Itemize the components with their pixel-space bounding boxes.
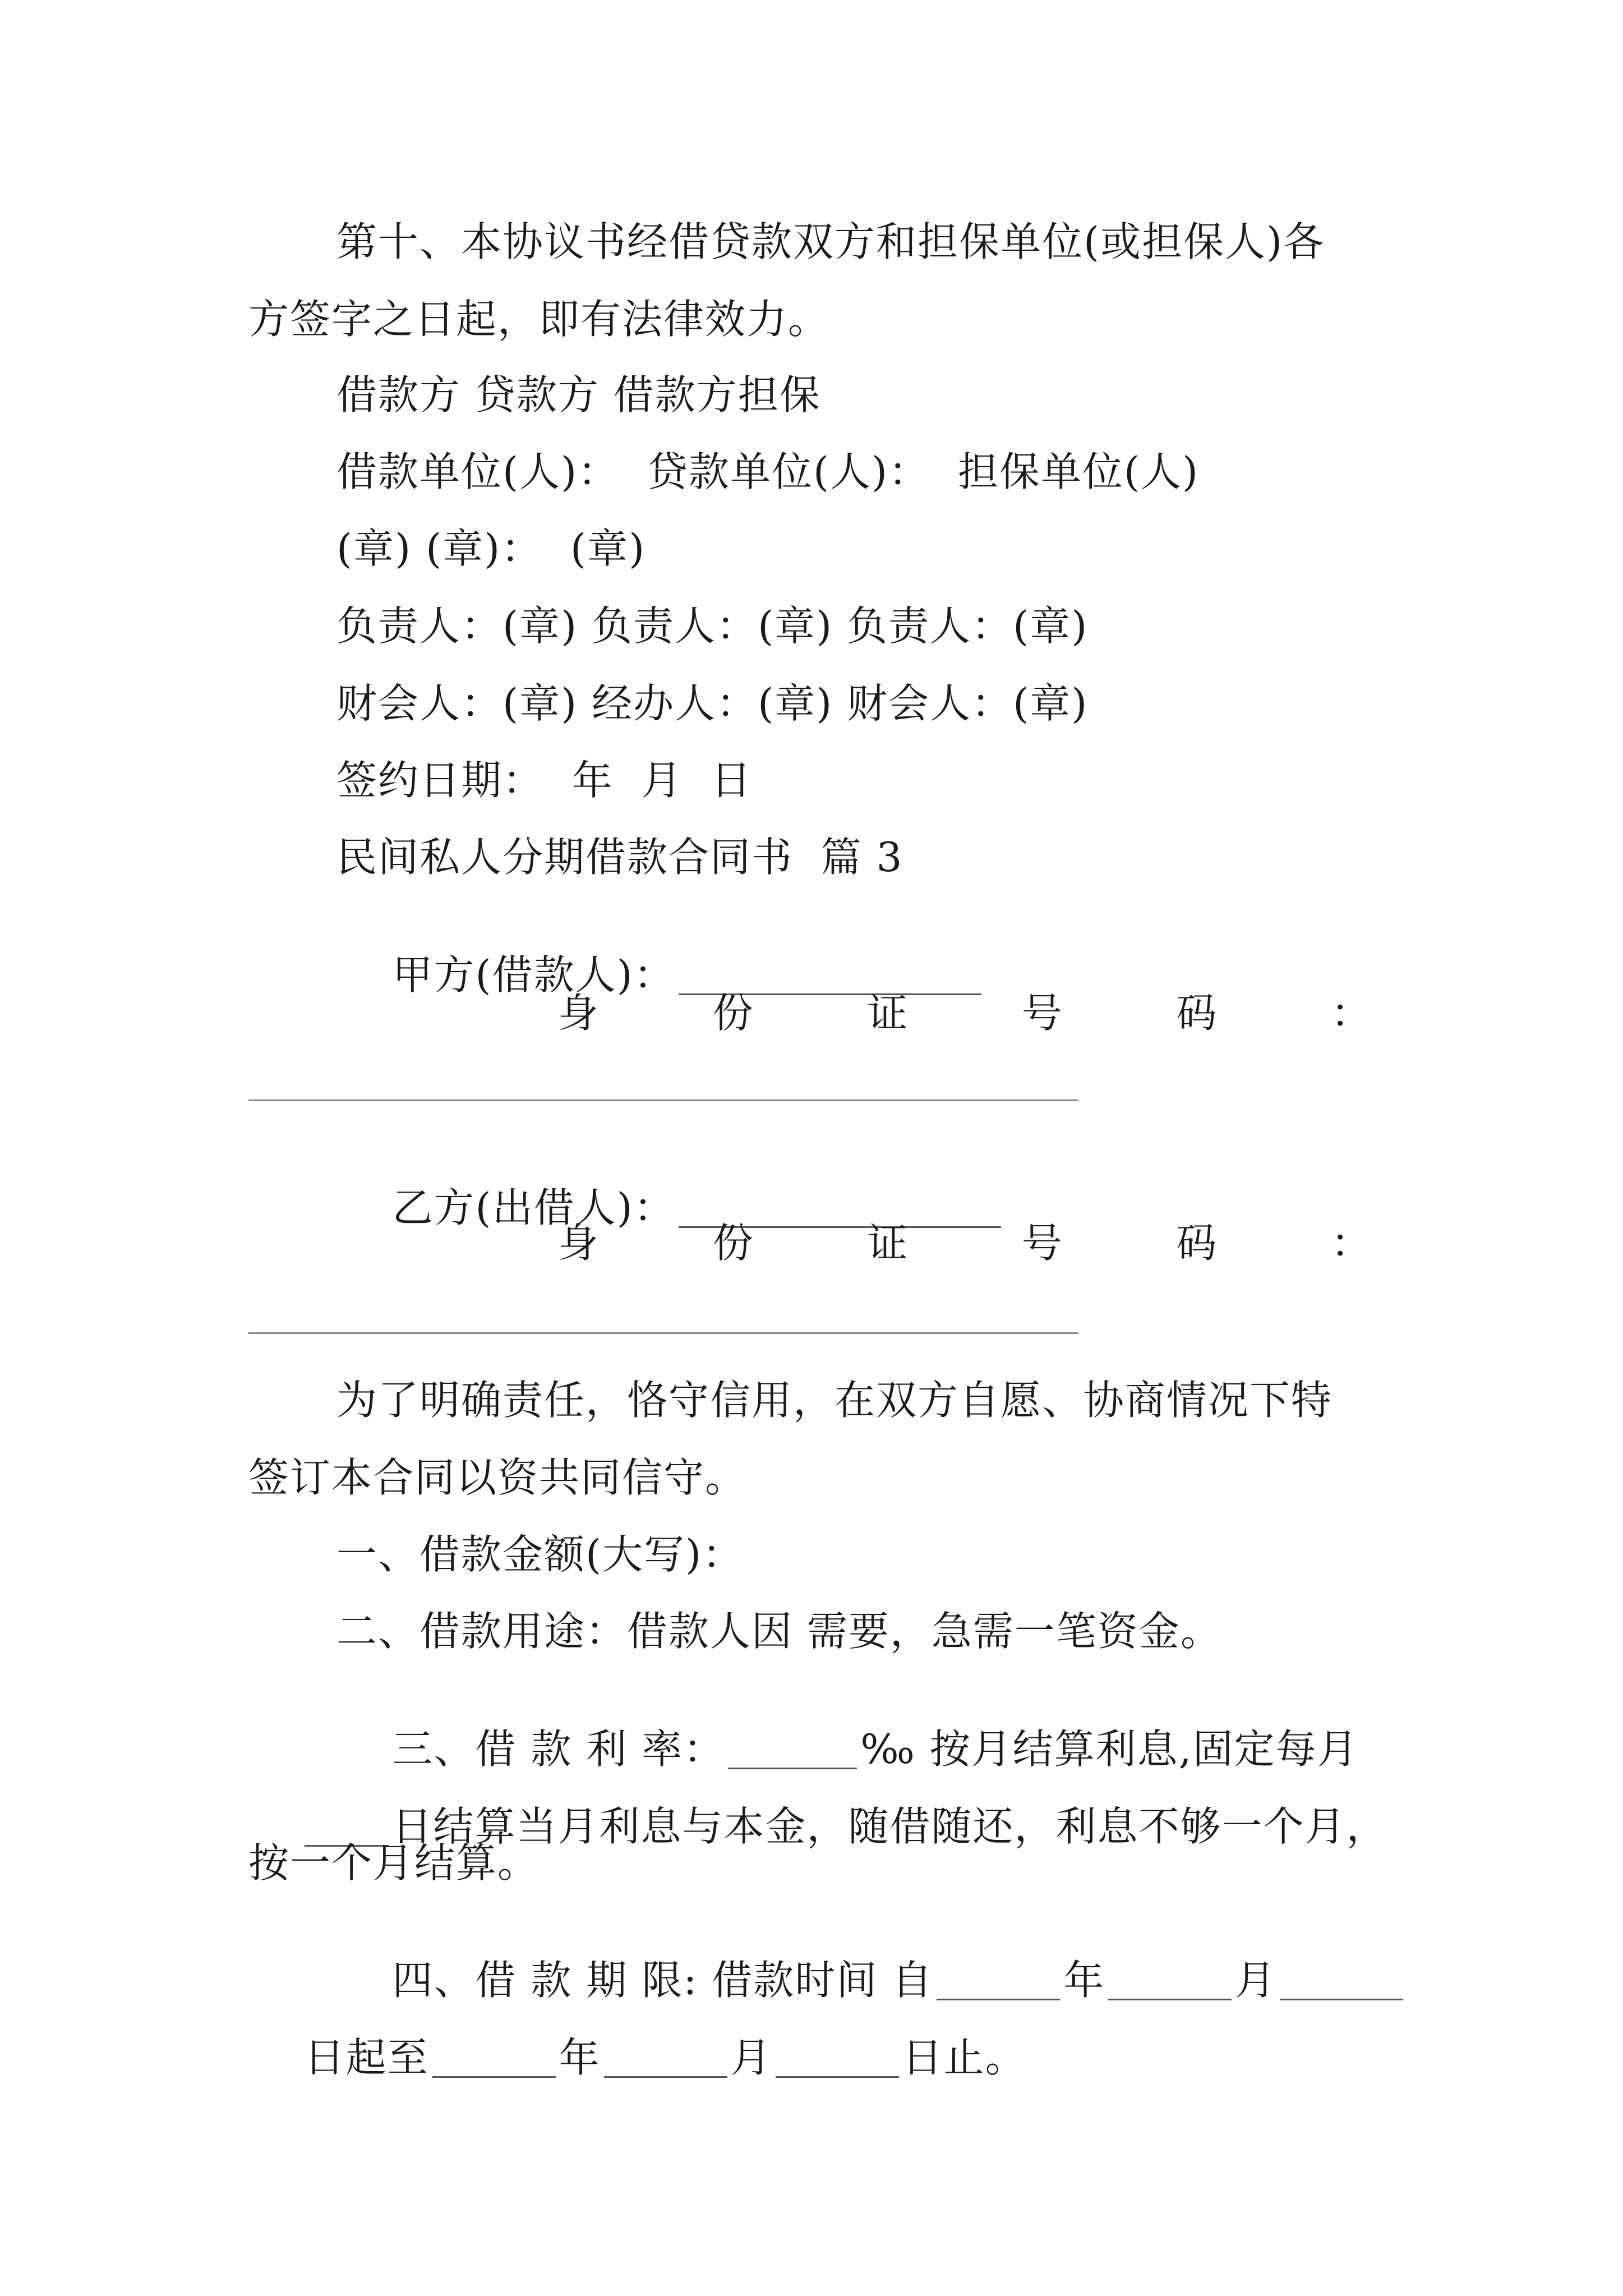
id-char: 证 <box>867 990 908 1037</box>
clause-10-line-1: 第十、本协议书经借贷款双方和担保单位(或担保人)各 <box>336 218 1325 265</box>
party-b-id-label <box>558 1220 1371 1267</box>
party-b-id-blank <box>248 1332 1078 1334</box>
id-char: 号 <box>1021 990 1062 1037</box>
party-a-id-label <box>558 990 1371 1037</box>
responsible-line: 负责人：(章) 负责人：(章) 负责人：(章) <box>336 602 1089 650</box>
item-3-suffix: ‰ 按月结算利息,固定每月 <box>860 1726 1359 1773</box>
purpose-line-1: 为了明确责任，恪守信用，在双方自愿、协商情况下特 <box>336 1377 1333 1424</box>
id-char: ： <box>1330 1220 1371 1267</box>
parties-header: 借款方 贷款方 借款方担保 <box>336 371 821 418</box>
start-year-blank <box>937 1964 1060 2000</box>
finance-line: 财会人：(章) 经办人：(章) 财会人：(章) <box>336 680 1089 727</box>
item-4-line-2-start: 日起至 <box>304 2034 429 2081</box>
rate-blank <box>728 1733 857 1769</box>
clause-10-line-2: 方签字之日起，即有法律效力。 <box>248 296 830 343</box>
seal-line: (章) (章)： (章) <box>336 525 646 572</box>
item-1-amount: 一、借款金额(大写)： <box>336 1531 744 1578</box>
end-day-blank <box>776 2041 899 2078</box>
start-month-blank <box>1108 1964 1232 2000</box>
item-4-line-2-month: 月 <box>730 2034 772 2081</box>
item-2-purpose: 二、借款用途：借款人因 需要，急需一笔资金。 <box>336 1608 1222 1655</box>
item-4-line-2-year: 年 <box>559 2034 601 2081</box>
item-4-prefix: 四、借 款 期 限: 借款时间 自 <box>392 1957 934 2004</box>
id-char: 码 <box>1176 1220 1217 1267</box>
id-char: 号 <box>1021 1220 1062 1267</box>
id-char: 身 <box>558 990 599 1037</box>
party-a-id-blank <box>248 1099 1078 1101</box>
id-char: 码 <box>1176 990 1217 1037</box>
purpose-line-2: 签订本合同以资共同信守。 <box>248 1454 747 1501</box>
end-month-blank <box>604 2041 727 2078</box>
item-3-line-2-text: 日结算当月利息与本金，随借随还，利息不够一个月， <box>391 1803 1388 1850</box>
item-4-month: 月 <box>1235 1957 1277 2004</box>
item-4-year: 年 <box>1063 1957 1105 2004</box>
section-title: 民间私人分期借款合同书 篇 3 <box>336 834 903 881</box>
item-4-line-2-end: 日止。 <box>902 2034 1027 2081</box>
party-b-label: 乙方(出借人)： <box>392 1184 675 1231</box>
units-line: 借款单位(人)： 贷款单位(人)： 担保单位(人) <box>336 448 1200 495</box>
party-a-label: 甲方(借款人)： <box>392 951 675 999</box>
item-3-prefix: 三、借 款 利 率： <box>392 1726 725 1773</box>
id-char: ： <box>1330 990 1371 1037</box>
id-char: 证 <box>867 1220 908 1267</box>
item-3-rate-line-3: 按一个月结算。 <box>248 1839 540 1887</box>
id-char: 份 <box>712 990 753 1037</box>
sign-date-line: 签约日期： 年 月 日 <box>336 757 753 804</box>
item-4-term-line-2 <box>248 1997 1027 2118</box>
id-char: 身 <box>558 1220 599 1267</box>
end-year-blank <box>432 2041 556 2078</box>
id-char: 份 <box>712 1220 753 1267</box>
start-day-blank <box>1280 1964 1403 2000</box>
